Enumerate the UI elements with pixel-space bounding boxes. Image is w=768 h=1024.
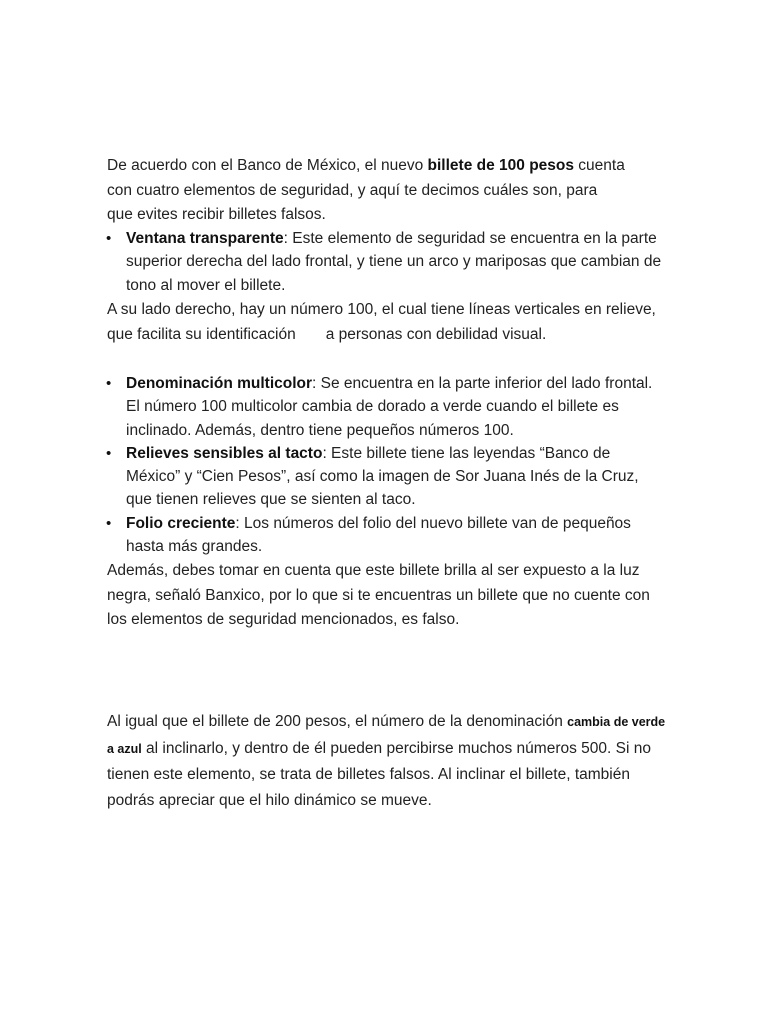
intro-text-b: cuenta con cuatro elementos de seguridad, y aquí te decimos cuáles son, para que evites recibir billetes falsos. [107,157,625,223]
list-item-text: : Se encuentra en la parte inferior del lado frontal. El número 100 multicolor cambia de dorado a verde cuando el billete es inclinado. Además, dentro tiene pequeños números 100. [126,375,653,439]
side-note-paragraph [107,298,667,347]
bullet-icon: • [106,444,112,462]
bullet-icon: • [106,230,112,247]
closing-paragraph: Además, debes tomar en cuenta que este billete brilla al ser expuesto a la luz negra, señaló Banxico, por lo que si te encuentras un billete que no cuente con los elementos de seguridad mencionados, es falso. [107,562,650,628]
bullet-icon: • [106,375,112,392]
list-item-title: Ventana transparente [126,230,284,247]
list-item-text: : Los números del folio del nuevo billete van de pequeños hasta más grandes. [126,514,631,556]
second-note-bold-term: cambia de verde a azul [107,715,666,756]
list-item-title: Folio creciente [126,514,236,532]
list-item [107,372,667,442]
list-item-text: : Este elemento de seguridad se encuentra en la parte superior derecha del lado frontal, y tiene un arco y mariposas que cambian de tono al mover el billete. [126,230,662,294]
second-note-paragraph [107,709,667,813]
list-item [107,442,667,512]
security-list-first [107,227,667,297]
second-note-text-a: Al igual que el billete de 200 pesos, el número de la denominación [107,713,568,730]
list-item-title: Denominación multicolor [126,375,313,392]
list-item-text: : Este billete tiene las leyendas “Banco de México” y “Cien Pesos”, así como la imagen de Sor Juana Inés de la Cruz, que tienen relieves que se sienten al taco. [126,444,639,509]
intro-text-a: De acuerdo con el Banco de México, el nuevo [107,157,428,174]
security-list-second [107,372,667,558]
intro-bold-term: billete de 100 pesos [427,157,574,174]
list-item-title: Relieves sensibles al tacto [126,444,323,462]
side-note-text-a: A su lado derecho, hay un número 100, el cual tiene líneas verticales en relieve, que facilita su identificación [107,301,656,343]
side-note-text-b: a personas con debilidad visual. [325,325,547,343]
second-note-text-b: al inclinarlo, y dentro de él pueden percibirse muchos números 500. Si no tienen este elemento, se trata de billetes falsos. Al inclinar el billete, también podrás apreciar que el hilo dinámico se mueve. [107,739,651,809]
list-item [107,227,667,297]
list-item [107,512,667,559]
bullet-icon: • [106,514,112,532]
intro-paragraph [107,154,627,228]
